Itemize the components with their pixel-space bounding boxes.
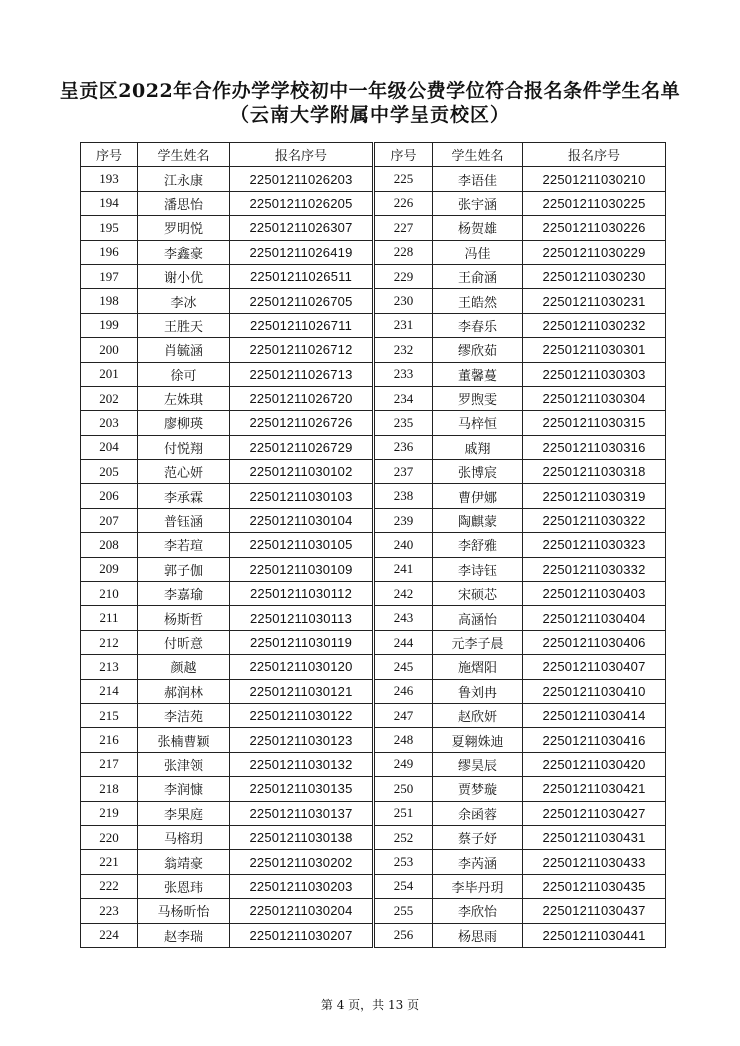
document-title: 呈贡区2022年合作办学学校初中一年级公费学位符合报名条件学生名单 <box>59 80 681 102</box>
cell-seq: 235 <box>375 411 433 435</box>
cell-registration-id: 22501211030210 <box>523 167 666 191</box>
cell-student-name: 李果庭 <box>138 801 230 825</box>
cell-registration-id: 22501211030414 <box>523 703 666 727</box>
cell-registration-id: 22501211030403 <box>523 582 666 606</box>
cell-student-name: 李承霖 <box>138 484 230 508</box>
header-registration-id: 报名序号 <box>523 143 666 167</box>
cell-student-name: 李润慷 <box>138 777 230 801</box>
cell-registration-id: 22501211026419 <box>230 240 373 264</box>
table-row <box>375 606 666 630</box>
cell-student-name: 王皓然 <box>433 289 523 313</box>
table-row <box>81 557 373 581</box>
cell-student-name: 蔡子妤 <box>433 825 523 849</box>
cell-seq: 229 <box>375 264 433 288</box>
cell-student-name: 李洁苑 <box>138 703 230 727</box>
cell-student-name: 肖毓涵 <box>138 338 230 362</box>
cell-registration-id: 22501211030103 <box>230 484 373 508</box>
header-seq: 序号 <box>81 143 138 167</box>
table-row <box>81 606 373 630</box>
cell-seq: 230 <box>375 289 433 313</box>
cell-student-name: 戚翔 <box>433 435 523 459</box>
cell-student-name: 马杨昕怡 <box>138 899 230 923</box>
table-row <box>375 801 666 825</box>
table-row <box>375 850 666 874</box>
table-row <box>81 899 373 923</box>
cell-seq: 239 <box>375 508 433 532</box>
cell-student-name: 李语佳 <box>433 167 523 191</box>
table-row <box>375 777 666 801</box>
cell-seq: 249 <box>375 752 433 776</box>
cell-student-name: 赵欣妍 <box>433 703 523 727</box>
document-subtitle: （云南大学附属中学呈贡校区） <box>229 104 510 126</box>
header-seq: 序号 <box>375 143 433 167</box>
cell-registration-id: 22501211030105 <box>230 533 373 557</box>
cell-registration-id: 22501211026511 <box>230 264 373 288</box>
cell-seq: 214 <box>81 679 138 703</box>
table-row <box>81 728 373 752</box>
cell-registration-id: 22501211030225 <box>523 191 666 215</box>
cell-seq: 203 <box>81 411 138 435</box>
cell-seq: 199 <box>81 313 138 337</box>
table-row <box>375 167 666 191</box>
cell-registration-id: 22501211030315 <box>523 411 666 435</box>
cell-registration-id: 22501211030441 <box>523 923 666 947</box>
cell-seq: 233 <box>375 362 433 386</box>
cell-registration-id: 22501211026711 <box>230 313 373 337</box>
cell-seq: 218 <box>81 777 138 801</box>
table-row <box>81 386 373 410</box>
cell-student-name: 余函蓉 <box>433 801 523 825</box>
cell-student-name: 李诗钰 <box>433 557 523 581</box>
cell-registration-id: 22501211030226 <box>523 216 666 240</box>
cell-seq: 242 <box>375 582 433 606</box>
table-row <box>375 216 666 240</box>
cell-student-name: 左姝琪 <box>138 386 230 410</box>
cell-student-name: 普钰涵 <box>138 508 230 532</box>
table-row <box>81 264 373 288</box>
cell-seq: 213 <box>81 655 138 679</box>
cell-student-name: 李毕丹玥 <box>433 874 523 898</box>
table-row <box>375 630 666 654</box>
cell-registration-id: 22501211030406 <box>523 630 666 654</box>
table-row <box>81 167 373 191</box>
cell-registration-id: 22501211030121 <box>230 679 373 703</box>
table-header-row <box>81 143 373 167</box>
cell-seq: 201 <box>81 362 138 386</box>
cell-student-name: 付昕意 <box>138 630 230 654</box>
table-row <box>375 435 666 459</box>
cell-registration-id: 22501211030113 <box>230 606 373 630</box>
table-row <box>81 923 373 947</box>
cell-student-name: 李鑫豪 <box>138 240 230 264</box>
cell-seq: 251 <box>375 801 433 825</box>
cell-seq: 198 <box>81 289 138 313</box>
cell-seq: 248 <box>375 728 433 752</box>
cell-registration-id: 22501211030203 <box>230 874 373 898</box>
table-row <box>375 533 666 557</box>
cell-student-name: 罗明悦 <box>138 216 230 240</box>
cell-registration-id: 22501211026726 <box>230 411 373 435</box>
cell-student-name: 张津领 <box>138 752 230 776</box>
cell-registration-id: 22501211030420 <box>523 752 666 776</box>
table-row <box>81 630 373 654</box>
cell-student-name: 王胜天 <box>138 313 230 337</box>
cell-student-name: 高涵怡 <box>433 606 523 630</box>
table-row <box>81 216 373 240</box>
table-row <box>375 923 666 947</box>
table-row <box>375 313 666 337</box>
cell-registration-id: 22501211026203 <box>230 167 373 191</box>
cell-registration-id: 22501211030322 <box>523 508 666 532</box>
table-header-row <box>375 143 666 167</box>
table-row <box>375 679 666 703</box>
cell-seq: 244 <box>375 630 433 654</box>
header-student-name: 学生姓名 <box>138 143 230 167</box>
cell-seq: 204 <box>81 435 138 459</box>
cell-student-name: 杨贺雄 <box>433 216 523 240</box>
cell-student-name: 陶麒蒙 <box>433 508 523 532</box>
cell-student-name: 宋硕芯 <box>433 582 523 606</box>
cell-seq: 256 <box>375 923 433 947</box>
cell-seq: 252 <box>375 825 433 849</box>
cell-seq: 194 <box>81 191 138 215</box>
table-row <box>375 899 666 923</box>
cell-student-name: 付悦翔 <box>138 435 230 459</box>
cell-student-name: 贾梦璇 <box>433 777 523 801</box>
table-row <box>81 411 373 435</box>
table-row <box>81 582 373 606</box>
cell-student-name: 李欣怡 <box>433 899 523 923</box>
cell-seq: 219 <box>81 801 138 825</box>
cell-registration-id: 22501211030135 <box>230 777 373 801</box>
cell-registration-id: 22501211030112 <box>230 582 373 606</box>
cell-student-name: 郝润林 <box>138 679 230 703</box>
cell-registration-id: 22501211030410 <box>523 679 666 703</box>
cell-seq: 200 <box>81 338 138 362</box>
cell-registration-id: 22501211030229 <box>523 240 666 264</box>
page-number: 第 4 页，共 13 页 <box>320 998 420 1012</box>
table-row <box>375 338 666 362</box>
table-row <box>81 655 373 679</box>
table-row <box>375 752 666 776</box>
table-row <box>81 801 373 825</box>
cell-student-name: 董馨蔓 <box>433 362 523 386</box>
cell-seq: 253 <box>375 850 433 874</box>
table-row <box>81 313 373 337</box>
cell-registration-id: 22501211030102 <box>230 460 373 484</box>
cell-student-name: 冯佳 <box>433 240 523 264</box>
table-row <box>81 338 373 362</box>
table-row <box>81 703 373 727</box>
table-row <box>375 484 666 508</box>
cell-registration-id: 22501211030122 <box>230 703 373 727</box>
cell-student-name: 王俞涵 <box>433 264 523 288</box>
cell-seq: 195 <box>81 216 138 240</box>
cell-registration-id: 22501211030304 <box>523 386 666 410</box>
cell-seq: 223 <box>81 899 138 923</box>
roster-table-right <box>374 142 666 948</box>
cell-seq: 215 <box>81 703 138 727</box>
cell-seq: 254 <box>375 874 433 898</box>
cell-seq: 210 <box>81 582 138 606</box>
cell-registration-id: 22501211030231 <box>523 289 666 313</box>
cell-registration-id: 22501211030431 <box>523 825 666 849</box>
cell-seq: 228 <box>375 240 433 264</box>
cell-student-name: 李芮涵 <box>433 850 523 874</box>
table-row <box>375 557 666 581</box>
cell-student-name: 颜越 <box>138 655 230 679</box>
cell-seq: 205 <box>81 460 138 484</box>
table-row <box>81 874 373 898</box>
table-row <box>81 679 373 703</box>
cell-student-name: 李冰 <box>138 289 230 313</box>
cell-student-name: 施熠阳 <box>433 655 523 679</box>
cell-registration-id: 22501211030433 <box>523 850 666 874</box>
table-row <box>81 435 373 459</box>
cell-seq: 234 <box>375 386 433 410</box>
cell-registration-id: 22501211030207 <box>230 923 373 947</box>
cell-seq: 220 <box>81 825 138 849</box>
cell-registration-id: 22501211026205 <box>230 191 373 215</box>
cell-student-name: 罗煦雯 <box>433 386 523 410</box>
table-row <box>375 264 666 288</box>
cell-registration-id: 22501211030407 <box>523 655 666 679</box>
table-row <box>375 728 666 752</box>
cell-student-name: 缪昊辰 <box>433 752 523 776</box>
cell-student-name: 鲁刘冉 <box>433 679 523 703</box>
cell-student-name: 李舒雅 <box>433 533 523 557</box>
cell-seq: 225 <box>375 167 433 191</box>
cell-registration-id: 22501211026713 <box>230 362 373 386</box>
cell-student-name: 马榕玥 <box>138 825 230 849</box>
cell-registration-id: 22501211030421 <box>523 777 666 801</box>
cell-registration-id: 22501211030427 <box>523 801 666 825</box>
cell-registration-id: 22501211026729 <box>230 435 373 459</box>
cell-seq: 206 <box>81 484 138 508</box>
header-registration-id: 报名序号 <box>230 143 373 167</box>
table-row <box>375 191 666 215</box>
cell-registration-id: 22501211030119 <box>230 630 373 654</box>
cell-student-name: 赵李瑞 <box>138 923 230 947</box>
cell-registration-id: 22501211030132 <box>230 752 373 776</box>
cell-seq: 208 <box>81 533 138 557</box>
cell-student-name: 徐可 <box>138 362 230 386</box>
cell-seq: 231 <box>375 313 433 337</box>
cell-seq: 216 <box>81 728 138 752</box>
cell-student-name: 张恩玮 <box>138 874 230 898</box>
cell-student-name: 李嘉瑜 <box>138 582 230 606</box>
cell-student-name: 谢小优 <box>138 264 230 288</box>
cell-registration-id: 22501211030120 <box>230 655 373 679</box>
cell-registration-id: 22501211030435 <box>523 874 666 898</box>
cell-registration-id: 22501211030316 <box>523 435 666 459</box>
table-row <box>375 289 666 313</box>
table-row <box>375 386 666 410</box>
cell-seq: 246 <box>375 679 433 703</box>
table-row <box>375 874 666 898</box>
cell-student-name: 廖柳瑛 <box>138 411 230 435</box>
cell-student-name: 杨思雨 <box>433 923 523 947</box>
cell-registration-id: 22501211030104 <box>230 508 373 532</box>
table-row <box>81 850 373 874</box>
header-student-name: 学生姓名 <box>433 143 523 167</box>
cell-student-name: 李春乐 <box>433 313 523 337</box>
cell-seq: 193 <box>81 167 138 191</box>
table-row <box>375 582 666 606</box>
cell-seq: 211 <box>81 606 138 630</box>
cell-student-name: 杨斯哲 <box>138 606 230 630</box>
cell-registration-id: 22501211030318 <box>523 460 666 484</box>
cell-student-name: 范心妍 <box>138 460 230 484</box>
cell-seq: 237 <box>375 460 433 484</box>
table-row <box>81 777 373 801</box>
table-row <box>375 460 666 484</box>
cell-seq: 247 <box>375 703 433 727</box>
cell-seq: 224 <box>81 923 138 947</box>
table-row <box>81 825 373 849</box>
table-row <box>375 362 666 386</box>
cell-registration-id: 22501211030323 <box>523 533 666 557</box>
cell-registration-id: 22501211030123 <box>230 728 373 752</box>
cell-seq: 236 <box>375 435 433 459</box>
cell-registration-id: 22501211026705 <box>230 289 373 313</box>
cell-registration-id: 22501211030204 <box>230 899 373 923</box>
cell-student-name: 潘思怡 <box>138 191 230 215</box>
cell-student-name: 马梓恒 <box>433 411 523 435</box>
cell-registration-id: 22501211030232 <box>523 313 666 337</box>
cell-registration-id: 22501211030404 <box>523 606 666 630</box>
cell-registration-id: 22501211030137 <box>230 801 373 825</box>
cell-seq: 226 <box>375 191 433 215</box>
cell-seq: 212 <box>81 630 138 654</box>
cell-seq: 202 <box>81 386 138 410</box>
cell-registration-id: 22501211030332 <box>523 557 666 581</box>
cell-seq: 196 <box>81 240 138 264</box>
cell-student-name: 张宇涵 <box>433 191 523 215</box>
table-row <box>375 508 666 532</box>
roster-body-right <box>375 167 666 948</box>
cell-seq: 217 <box>81 752 138 776</box>
cell-registration-id: 22501211026712 <box>230 338 373 362</box>
roster-body-left <box>81 167 373 948</box>
cell-registration-id: 22501211030138 <box>230 825 373 849</box>
table-row <box>81 191 373 215</box>
cell-student-name: 郭子伽 <box>138 557 230 581</box>
cell-seq: 243 <box>375 606 433 630</box>
cell-seq: 209 <box>81 557 138 581</box>
cell-registration-id: 22501211030319 <box>523 484 666 508</box>
cell-seq: 227 <box>375 216 433 240</box>
cell-student-name: 缪欣茹 <box>433 338 523 362</box>
table-row <box>81 460 373 484</box>
cell-registration-id: 22501211030301 <box>523 338 666 362</box>
cell-registration-id: 22501211030202 <box>230 850 373 874</box>
cell-seq: 240 <box>375 533 433 557</box>
table-row <box>375 825 666 849</box>
cell-registration-id: 22501211030109 <box>230 557 373 581</box>
cell-seq: 238 <box>375 484 433 508</box>
cell-seq: 221 <box>81 850 138 874</box>
cell-student-name: 李若瑄 <box>138 533 230 557</box>
table-row <box>81 362 373 386</box>
cell-student-name: 张楠曹颖 <box>138 728 230 752</box>
cell-seq: 207 <box>81 508 138 532</box>
cell-registration-id: 22501211030416 <box>523 728 666 752</box>
table-row <box>375 703 666 727</box>
table-row <box>81 484 373 508</box>
table-row <box>81 533 373 557</box>
cell-registration-id: 22501211026720 <box>230 386 373 410</box>
table-row <box>375 411 666 435</box>
cell-registration-id: 22501211030437 <box>523 899 666 923</box>
table-row <box>375 240 666 264</box>
table-row <box>81 240 373 264</box>
cell-student-name: 元李子晨 <box>433 630 523 654</box>
cell-seq: 245 <box>375 655 433 679</box>
cell-seq: 232 <box>375 338 433 362</box>
cell-student-name: 翁靖豪 <box>138 850 230 874</box>
cell-registration-id: 22501211030303 <box>523 362 666 386</box>
cell-registration-id: 22501211030230 <box>523 264 666 288</box>
cell-student-name: 江永康 <box>138 167 230 191</box>
cell-registration-id: 22501211026307 <box>230 216 373 240</box>
cell-seq: 197 <box>81 264 138 288</box>
table-row <box>81 508 373 532</box>
cell-student-name: 曹伊娜 <box>433 484 523 508</box>
roster-table-left <box>80 142 373 948</box>
cell-seq: 241 <box>375 557 433 581</box>
cell-seq: 250 <box>375 777 433 801</box>
cell-seq: 255 <box>375 899 433 923</box>
cell-student-name: 夏翱姝迪 <box>433 728 523 752</box>
table-row <box>375 655 666 679</box>
cell-seq: 222 <box>81 874 138 898</box>
table-row <box>81 289 373 313</box>
table-row <box>81 752 373 776</box>
cell-student-name: 张博宸 <box>433 460 523 484</box>
